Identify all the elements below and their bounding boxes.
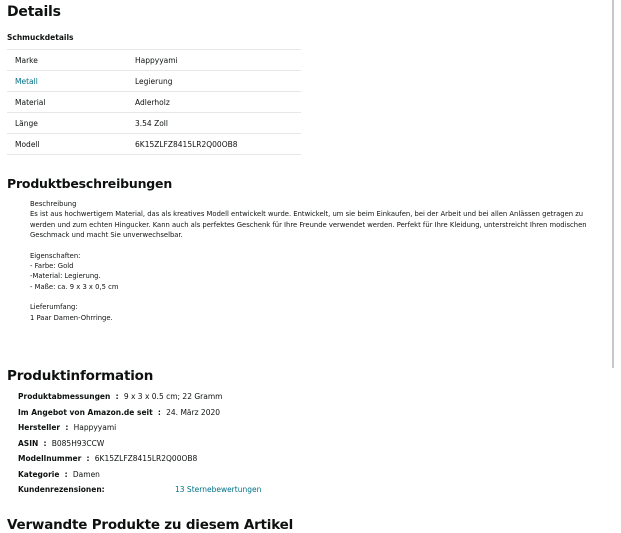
info-value-dimensions: 9 x 3 x 0.5 cm; 22 Gramm: [123, 392, 223, 401]
spec-value-material: Adlerholz: [127, 92, 301, 113]
feature-material: -Material: Legierung.: [30, 272, 101, 281]
description-paragraph: Es ist aus hochwertigem Material, das als kreatives Modell entwickelt wurde. Entwickelt, um sie beim Einkaufen, bei der Arbeit und bei allen Anlässen getragen zu werden und zum echten Hingucker. Kann auch als perfektes Geschenk für Ihre Freunde verwendet werden. Perfekt für Ihre Kleidung, unterstreicht Ihren modischen Geschmack und macht Sie unverwechselbar.: [30, 210, 587, 240]
table-row: [7, 134, 301, 155]
info-value-category: Damen: [72, 469, 100, 479]
scope-label: Lieferumfang:: [30, 303, 78, 312]
info-label-manufacturer: Hersteller: [18, 423, 61, 432]
list-item: Kategorie : Damen: [18, 469, 100, 479]
info-label-category: Kategorie: [18, 469, 60, 479]
info-label-reviews: Kundenrezensionen:: [18, 485, 105, 494]
info-label-dimensions: Produktabmessungen: [18, 392, 111, 401]
list-item: [18, 482, 262, 498]
jewelry-details-table: [7, 49, 301, 155]
info-value-available-since: 24. März 2020: [166, 407, 221, 417]
spec-key-model: Modell: [7, 134, 127, 155]
reviews-link[interactable]: 13 Sternebewertungen: [175, 485, 262, 494]
list-item: Hersteller : Happyyami: [18, 423, 117, 432]
table-row: [7, 113, 301, 134]
info-label-model-number: Modellnummer: [18, 454, 82, 463]
feature-color: - Farbe: Gold: [30, 262, 74, 271]
details-heading: Details: [7, 4, 61, 20]
description-label: Beschreibung: [30, 200, 77, 208]
product-descriptions-heading: Produktbeschreibungen: [7, 176, 173, 191]
spec-value-brand: Happyyami: [127, 50, 301, 71]
scope-text: 1 Paar Damen-Ohrringe.: [30, 313, 113, 322]
jewelry-details-subheading: Schmuckdetails: [7, 33, 74, 42]
table-row: [7, 92, 301, 113]
feature-dimensions: - Maße: ca. 9 x 3 x 0,5 cm: [30, 282, 119, 291]
product-description: [30, 199, 602, 323]
spec-value-metal: Legierung: [127, 71, 301, 92]
info-label-asin: ASIN: [18, 438, 39, 448]
spec-key-length: Länge: [7, 113, 127, 134]
list-item: Modellnummer : 6K15ZLFZ8415LR2Q00OB8: [18, 454, 198, 463]
info-value-model-number: 6K15ZLFZ8415LR2Q00OB8: [94, 454, 198, 463]
info-value-asin: B085H93CCW: [51, 438, 105, 448]
table-row: [7, 50, 301, 71]
spec-key-material: Material: [7, 92, 127, 113]
table-row: [7, 71, 301, 92]
product-information-list: [18, 389, 262, 498]
list-item: Produktabmessungen : 9 x 3 x 0.5 cm; 22 Gramm: [18, 392, 223, 401]
spec-key-metal-link[interactable]: Metall: [7, 71, 127, 92]
info-value-manufacturer: Happyyami: [73, 423, 117, 432]
product-information-heading: Produktinformation: [7, 368, 154, 384]
list-item: ASIN : B085H93CCW: [18, 438, 105, 448]
spec-value-model: 6K15ZLFZ8415LR2Q00OB8: [127, 134, 301, 155]
spec-key-brand: Marke: [7, 50, 127, 71]
spec-value-length: 3.54 Zoll: [127, 113, 301, 134]
list-item: Im Angebot von Amazon.de seit : 24. März 2020: [18, 407, 221, 417]
scrollbar[interactable]: [612, 0, 614, 368]
related-products-heading: Verwandte Produkte zu diesem Artikel: [7, 517, 294, 533]
features-label: Eigenschaften:: [30, 251, 81, 260]
info-label-available-since: Im Angebot von Amazon.de seit: [18, 407, 153, 417]
